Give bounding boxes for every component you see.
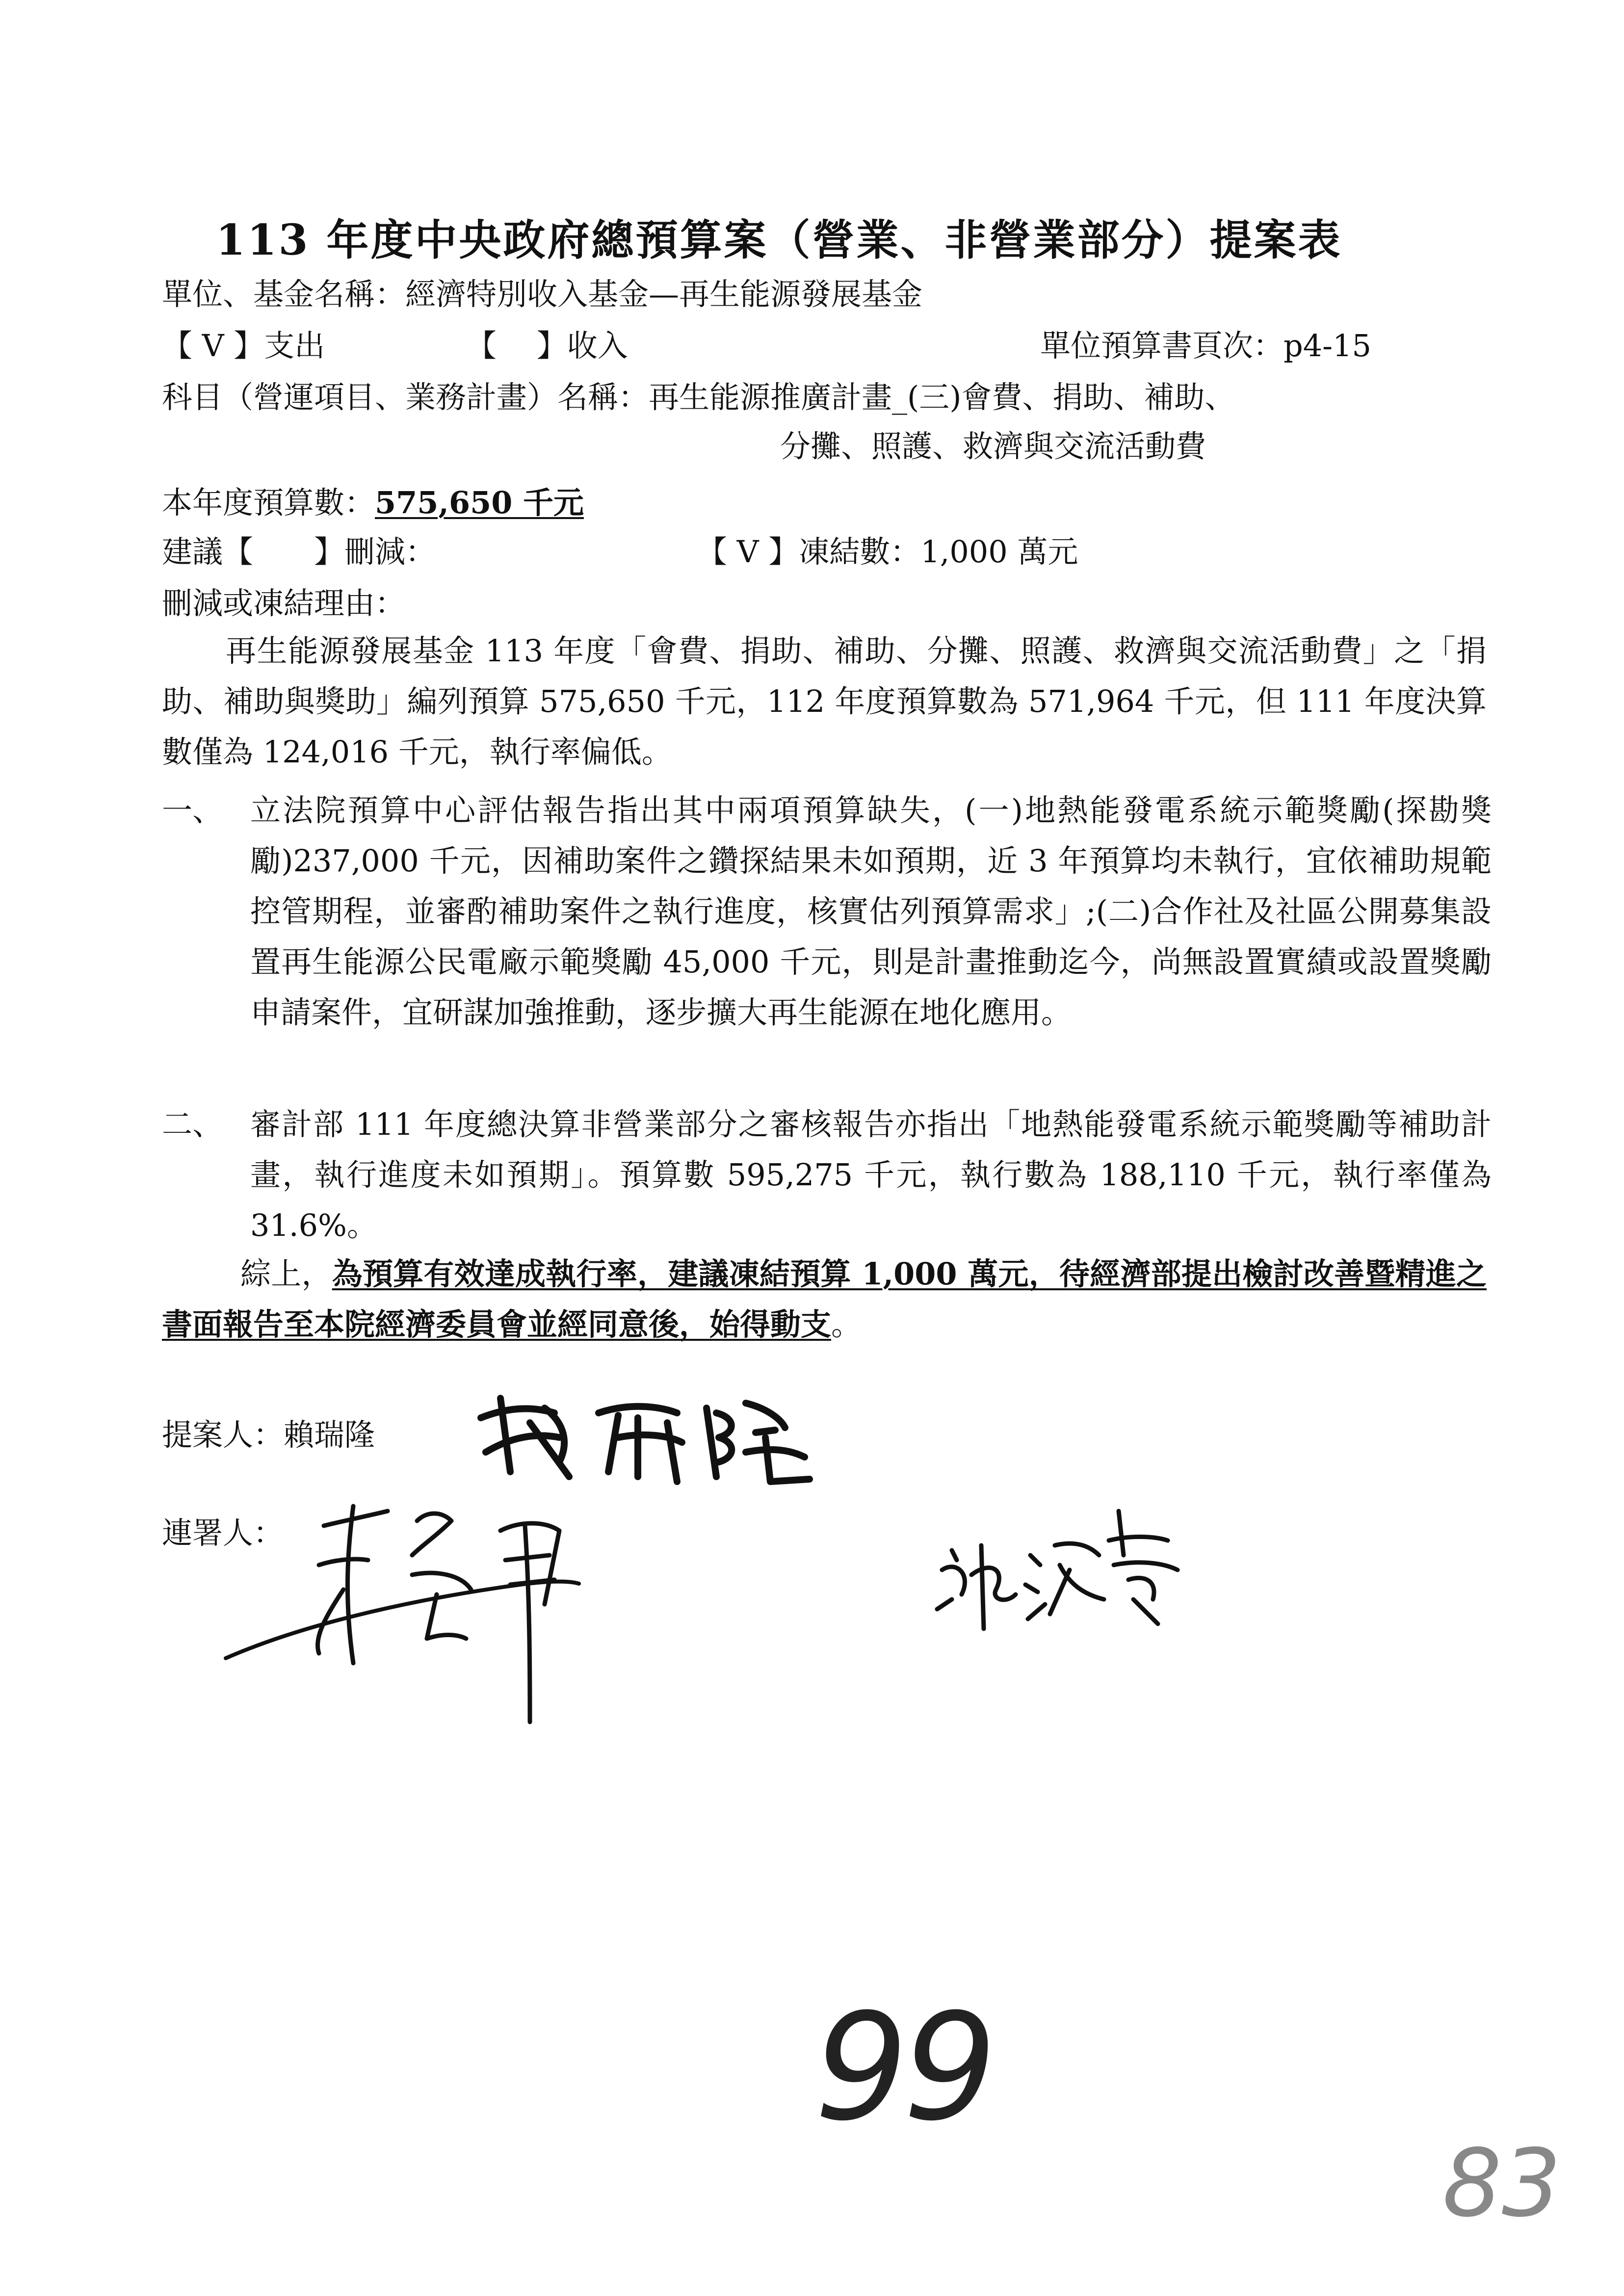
budget-book-page-ref: 單位預算書頁次：p4-15 (1040, 328, 1371, 364)
proposer-signature (471, 1379, 814, 1491)
proposer-label: 提案人：賴瑞隆 (162, 1417, 375, 1453)
item-text: 立法院預算中心評估報告指出其中兩項預算缺失，(一)地熱能發電系統示範獎勵(探勘獎勵)237,000 千元，因補助案件之鑽探結果未如預期，近 3 年預算均未執行，宜依補助規範控管期程，並審酌補助案件之執行進度，核實估列預算需求」;(二)合作社及社區公開募集設置再生能源公民電廠示範獎勵 45,000 千元，則是計畫推動迄今，尚無設置實績或設置獎勵申請案件，宜研謀加強推動，逐步擴大再生能源在地化應用。 (250, 792, 1492, 1030)
cosigner-signature-1 (206, 1477, 648, 1751)
budget-label: 本年度預算數： (162, 485, 375, 521)
conclusion-prefix: 綜上， (240, 1256, 332, 1292)
item-number: 一、 (162, 792, 223, 828)
conclusion-end: 。 (831, 1306, 862, 1342)
cosigner-label: 連署人： (162, 1515, 284, 1551)
handwritten-corner-number: 83 (1442, 2129, 1561, 2238)
cosigner-signature-2 (922, 1501, 1197, 1648)
item-text: 審計部 111 年度總決算非營業部分之審核報告亦指出「地熱能發電系統示範獎勵等補助計畫，執行進度未如預期」。預算數 595,275 千元，執行數為 188,110 千元，執行率僅為 31.6%。 (250, 1106, 1492, 1243)
budget-value: 575,650 千元 (375, 485, 584, 521)
freeze-amount: 【 V 】凍結數：1,000 萬元 (697, 534, 1078, 570)
item-number: 二、 (162, 1106, 223, 1142)
reason-intro-paragraph: 再生能源發展基金 113 年度「會費、捐助、補助、分攤、照護、救濟與交流活動費」之「捐助、補助與獎助」編列預算 575,650 千元，112 年度預算數為 571,964 千元，但 111 年度決算數僅為 124,016 千元，執行率偏低。 (162, 633, 1487, 770)
income-checkbox: 【 】收入 (466, 328, 628, 364)
budget-amount-row (162, 483, 584, 522)
page-title: 113 年度中央政府總預算案（營業、非營業部分）提案表 (216, 215, 1342, 265)
unit-fund-name: 單位、基金名稱：經濟特別收入基金—再生能源發展基金 (162, 276, 923, 312)
suggest-cut: 建議【 】刪減： (162, 534, 436, 570)
reason-label: 刪減或凍結理由： (162, 585, 406, 621)
subject-name-line2: 分攤、照護、救濟與交流活動費 (780, 428, 1206, 464)
subject-name-line1: 科目（營運項目、業務計畫）名稱：再生能源推廣計畫_(三)會費、捐助、補助、 (162, 379, 1235, 415)
expense-checkbox: 【 V 】支出 (162, 328, 325, 364)
conclusion-paragraph (162, 1249, 1487, 1350)
handwritten-page-number: 99 (814, 1982, 992, 2153)
conclusion-body: 為預算有效達成執行率，建議凍結預算 1,000 萬元，待經濟部提出檢討改善暨精進之書面報告至本院經濟委員會並經同意後，始得動支 (162, 1256, 1487, 1342)
